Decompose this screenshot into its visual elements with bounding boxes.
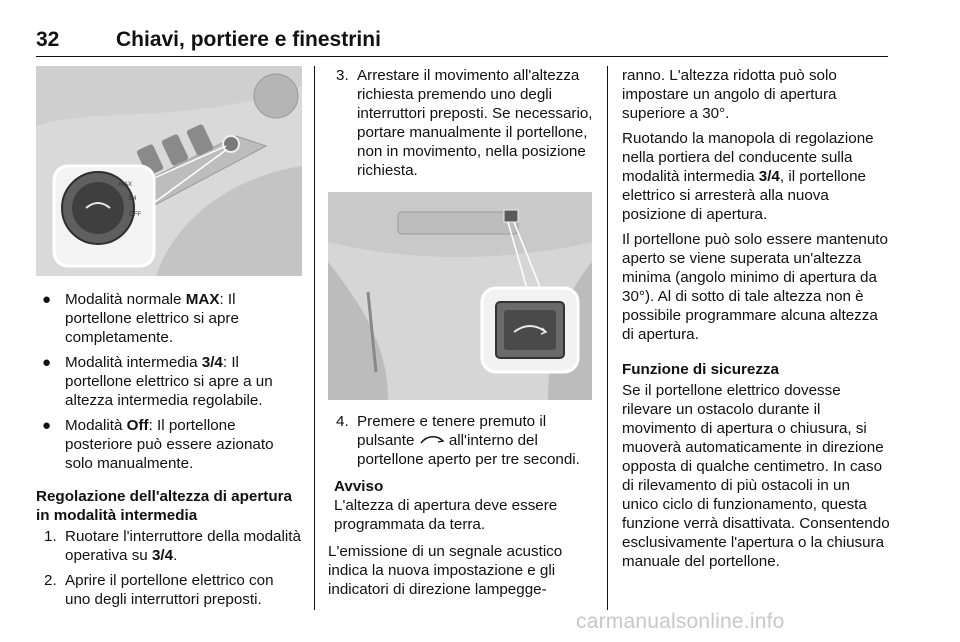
paragraph: Se il portellone elettrico dovesse rilevare un ostacolo durante il movimento di apertura o chiusura, si muoverà automaticamente in direzione opposta di qualche centimetro. In caso di rilevamento di più ostacoli in un unico ciclo di funzionamento, questa funzione verrà disattivata. Consentendo esclusivamente l'apertura o la chiusura manuale del portellone. [622,382,890,570]
page-header [36,26,888,57]
mode-list [36,290,302,473]
column-left [36,66,302,615]
list-item: ● Modalità intermedia 3/4: Il portellone elettrico si apre a un altezza intermedia regolabile. [42,354,273,409]
running-title: Chiavi, portiere e finestrini [116,28,381,51]
paragraph: Il portellone può solo essere mantenuto aperto se viene superata un'altezza minima (angolo minimo di apertura da 30°). Al di sotto di tale altezza non è possibile programmare alcuna altezza di apertura. [622,231,888,343]
tailgate-icon [419,434,445,446]
note-heading: Avviso [334,478,384,495]
svg-text:3/4: 3/4 [128,196,137,202]
section-heading: Funzione di sicurezza [622,361,779,378]
column-divider [314,66,315,610]
list-item: 3. Arrestare il movimento all'altezza richiesta premendo uno degli interruttori preposti. Se necessario, portare manualmente il portellone, non in movimento, nella posizione richiesta. [336,67,593,179]
list-item: ● Modalità Off: Il portellone posteriore può essere azionato solo manualmente. [42,417,274,472]
paragraph: L'emissione di un segnale acustico indica la nuova impostazione e gli indicatori di direzione lampegge- [328,543,563,598]
column-middle [328,66,594,605]
steps-list [328,412,594,469]
watermark: carmanualsonline.info [576,610,785,633]
paragraph: Ruotando la manopola di regolazione nella portiera del conducente sulla modalità intermedia 3/4, il portellone elettrico si arresterà alla nuova posizione di apertura. [622,130,874,223]
svg-text:MAX: MAX [119,182,133,188]
tailgate-button-illustration [328,192,592,400]
list-item: ● Modalità normale MAX: Il portellone elettrico si apre completamente. [42,291,239,346]
list-item: 4. Premere e tenere premuto il pulsante all'interno del portellone aperto per tre secondi. [336,413,580,468]
section-heading: Regolazione dell'altezza di apertura in modalità intermedia [36,488,292,524]
column-divider [607,66,608,610]
column-right [622,66,890,577]
svg-text:OFF: OFF [129,212,141,218]
steps-list [328,66,594,180]
list-item: 2. Aprire il portellone elettrico con uno degli interruttori preposti. [44,572,274,608]
paragraph: ranno. L'altezza ridotta può solo impostare un angolo di apertura superiore a 30°. [622,67,837,122]
list-item: 1. Ruotare l'interruttore della modalità operativa su 3/4. [44,528,301,564]
door-switch-illustration [36,66,302,276]
note-text: L'altezza di apertura deve essere programmata da terra. [334,497,558,533]
page-number: 32 [36,28,60,51]
steps-list [36,527,302,609]
